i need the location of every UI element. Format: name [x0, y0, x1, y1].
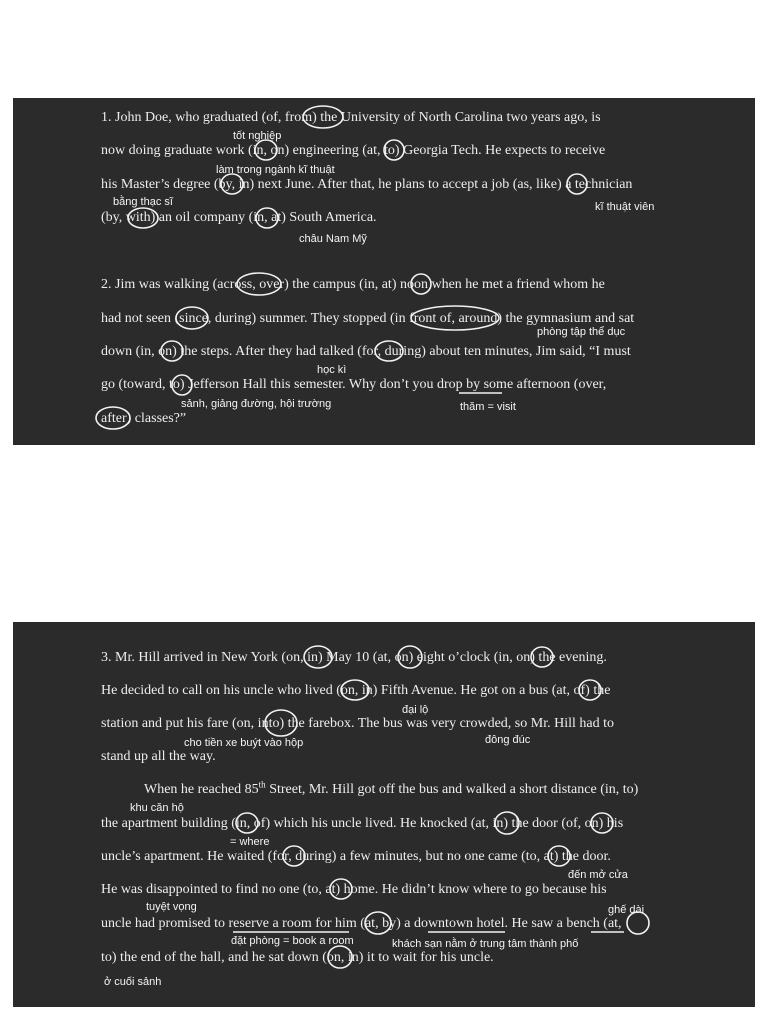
exercise-1-line-4: (by, with) an oil company (in, at) South America. — [101, 210, 377, 225]
note-cho-tien: cho tiền xe buýt vào hộp — [184, 737, 304, 749]
note-den-mo-cua: đến mở cửa — [568, 869, 628, 881]
note-sanh: sảnh, giảng đường, hội trường — [181, 398, 332, 410]
note-ghe-dai: ghế dài — [608, 904, 645, 916]
exercise-2-line-1: 2. Jim was walking (across, over) the campus (in, at) noon when he met a friend whom he — [101, 277, 605, 292]
note-khu-can-ho: khu căn hộ — [130, 802, 184, 814]
exercise-3-line-7: uncle’s apartment. He waited (for, during) a few minutes, but no one came (to, at) the door. — [101, 849, 611, 864]
exercise-3-line-8: He was disappointed to find no one (to, at) home. He didn’t know where to go because his — [101, 882, 607, 897]
note-ki-thuat-vien: kĩ thuật viên — [595, 201, 655, 213]
exercise-panel-1 — [13, 98, 755, 445]
exercise-2-line-4: go (toward, to) Jefferson Hall this semester. Why don’t you drop by some afternoon (over, — [101, 377, 607, 392]
note-where: = where — [230, 836, 270, 848]
note-dong-duc: đông đúc — [485, 734, 531, 746]
exercise-1-line-1: 1. John Doe, who graduated (of, from) the University of North Carolina two years ago, is — [101, 110, 601, 125]
exercise-1-line-2: now doing graduate work (in, on) engineering (at, to) Georgia Tech. He expects to receive — [101, 143, 606, 158]
note-khach-san: khách sạn nằm ở trung tâm thành phố — [392, 938, 579, 950]
exercise-2-line-3: down (in, on) the steps. After they had talked (for, during) about ten minutes, Jim said, “I must — [101, 344, 631, 359]
exercise-3-line-10: to) the end of the hall, and he sat down (on, in) it to wait for his uncle. — [101, 950, 494, 965]
exercise-3-line-3: station and put his fare (on, into) the farebox. The bus was very crowded, so Mr. Hill had to — [101, 716, 614, 731]
note-phong-tap: phòng tập thể dục — [537, 326, 626, 338]
exercise-3-line-5 — [144, 779, 639, 798]
exercise-panel-2 — [13, 622, 755, 1007]
note-dat-phong: đặt phòng = book a room — [231, 935, 354, 947]
exercise-1-line-3: his Master’s degree (by, in) next June. After that, he plans to accept a job (as, like) a technician — [101, 177, 633, 192]
exercise-3-line-2: He decided to call on his uncle who lived (on, in) Fifth Avenue. He got on a bus (at, of) the — [101, 683, 611, 698]
exercise-3-line-4: stand up all the way. — [101, 749, 216, 764]
note-lam-trong-nganh: làm trong ngành kĩ thuật — [216, 164, 335, 176]
line-5-start: When he reached 85 — [144, 782, 259, 797]
superscript-th: th — [258, 779, 266, 790]
note-chau-nam-my: châu Nam Mỹ — [299, 233, 367, 245]
note-dai-lo: đại lộ — [402, 704, 429, 716]
exercise-3-line-1: 3. Mr. Hill arrived in New York (on, in) May 10 (at, on) eight o’clock (in, on) the evening. — [101, 650, 607, 665]
exercise-3-line-9: uncle had promised to reserve a room for him (at, by) a downtown hotel. He saw a bench (at, — [101, 916, 622, 931]
note-tham: thăm = visit — [460, 401, 516, 413]
exercise-2-line-2: had not seen (since, during) summer. They stopped (in front of, around) the gymnasium and sat — [101, 311, 635, 326]
note-cuoi-sanh: ở cuối sảnh — [104, 976, 162, 988]
note-hoc-ki: học kì — [317, 364, 347, 376]
exercise-2-line-5: after) classes?” — [101, 411, 187, 426]
exercise-3-line-6: the apartment building (in, of) which his uncle lived. He knocked (at, in) the door (of, on) his — [101, 816, 624, 831]
note-tuyet-vong: tuyệt vọng — [146, 901, 197, 913]
note-bang-thac-si: bằng thạc sĩ — [113, 196, 173, 208]
note-tot-nghiep: tốt nghiệp — [233, 130, 282, 142]
line-5-end: Street, Mr. Hill got off the bus and walked a short distance (in, to) — [265, 782, 639, 797]
